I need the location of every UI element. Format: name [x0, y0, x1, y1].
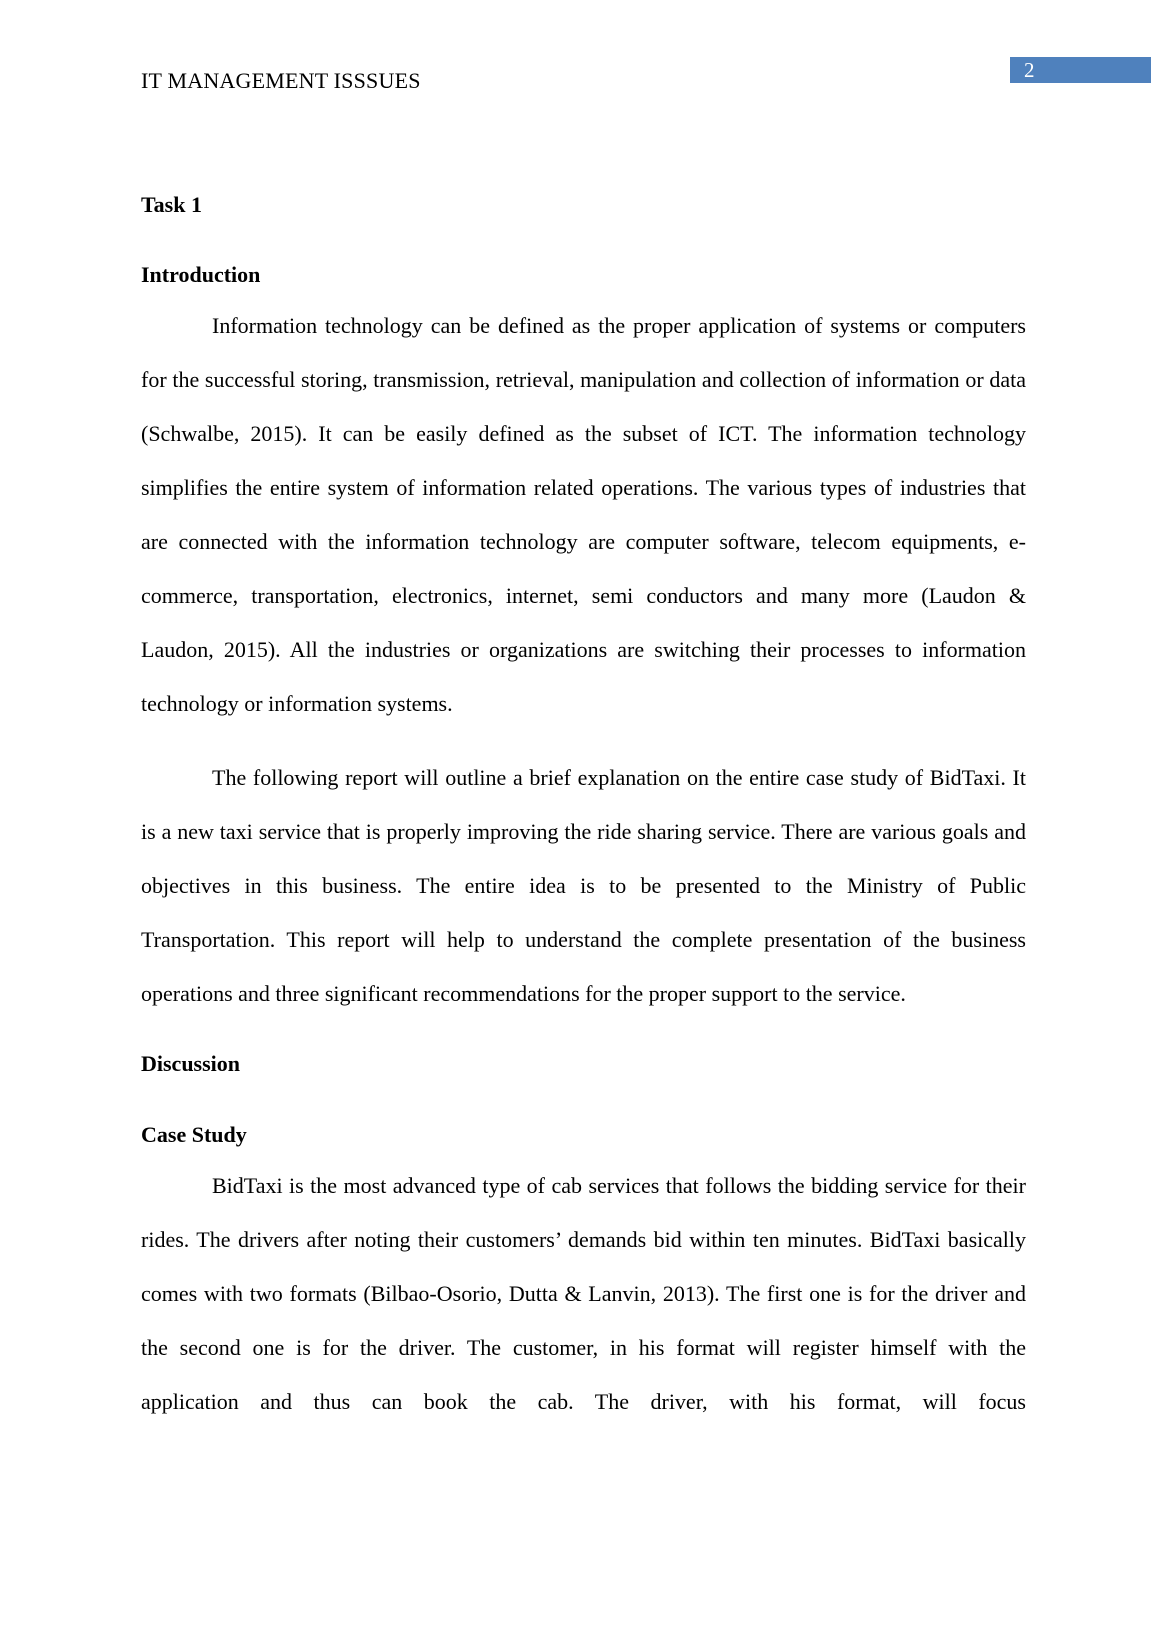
- case-study-heading: Case Study: [141, 1122, 247, 1147]
- discussion-heading: Discussion: [141, 1051, 241, 1076]
- document-body: [141, 178, 1026, 1429]
- running-head: IT MANAGEMENT ISSSUES: [141, 68, 421, 93]
- page-number: 2: [1024, 58, 1035, 82]
- introduction-paragraph-1: Information technology can be defined as the proper application of systems or computers for the successful storing, transmission, retrieval, manipulation and collection of information or data (Schwalbe, 2015). It can be easily defined as the subset of ICT. The information technology simplifies the entire system of information related operations. The various types of industries that are connected with the information technology are computer software, telecom equipments, e-commerce, transportation, electronics, internet, semi conductors and many more (Laudon & Laudon, 2015). All the industries or organizations are switching their processes to information technology or information systems.: [141, 313, 1026, 716]
- page-number-badge: [1010, 57, 1151, 83]
- introduction-heading: Introduction: [141, 262, 261, 287]
- task-heading: Task 1: [141, 192, 202, 217]
- case-study-paragraph: BidTaxi is the most advanced type of cab services that follows the bidding service for their rides. The drivers after noting their customers’ demands bid within ten minutes. BidTaxi basically comes with two formats (Bilbao-Osorio, Dutta & Lanvin, 2013). The first one is for the driver and the second one is for the driver. The customer, in his format will register himself with the application and thus can book the cab. The driver, with his format, will focus: [141, 1173, 1026, 1414]
- introduction-paragraph-2: The following report will outline a brief explanation on the entire case study of BidTaxi. It is a new taxi service that is properly improving the ride sharing service. There are various goals and objectives in this business. The entire idea is to be presented to the Ministry of Public Transportation. This report will help to understand the complete presentation of the business operations and three significant recommendations for the proper support to the service.: [141, 765, 1026, 1006]
